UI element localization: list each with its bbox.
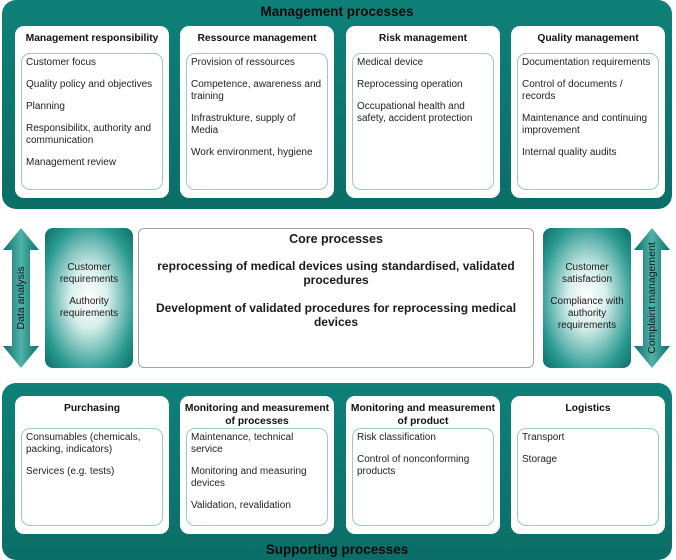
card-items	[186, 53, 328, 190]
requirements-box	[45, 228, 133, 368]
card-title: Purchasing	[63, 403, 121, 414]
card-title: Ressource management	[197, 33, 317, 44]
card-title: Monitoring and measurement of product	[350, 403, 496, 427]
list-item: Validation, revalidation	[191, 500, 291, 511]
satisfaction-box	[543, 228, 631, 368]
list-item: Infrastrukture, supply of Media	[191, 113, 296, 136]
list-item: Management review	[26, 157, 117, 168]
list-item: Competence, awareness and training	[191, 79, 322, 102]
list-item: Quality policy and objectives	[26, 79, 153, 90]
list-item: Control of documents / records	[522, 79, 623, 102]
card-items	[517, 428, 659, 526]
customer-satisfaction-text: Customer satisfaction	[561, 262, 613, 285]
compliance-text: Compliance with authority requirements	[550, 296, 624, 331]
list-item: Reprocessing operation	[357, 79, 463, 90]
list-item: Documentation requirements	[522, 57, 651, 68]
card-quality-management	[511, 26, 665, 198]
card-items	[352, 428, 494, 526]
list-item: Internal quality audits	[522, 147, 617, 158]
data-analysis-arrow	[3, 228, 39, 368]
list-item: Planning	[26, 101, 65, 112]
data-analysis-label: Data analysis	[15, 266, 27, 330]
list-item: Work environment, hygiene	[191, 147, 313, 158]
list-item: Medical device	[357, 57, 424, 68]
customer-requirements-text: Customer requirements	[59, 262, 119, 285]
list-item: Maintenance and continuing improvement	[522, 113, 648, 136]
list-item: Monitoring and measuring devices	[191, 466, 307, 489]
complaint-management-arrow	[634, 228, 670, 368]
card-items	[517, 53, 659, 190]
list-item: Consumables (chemicals, packing, indicators)	[26, 432, 141, 455]
card-title: Quality management	[537, 33, 639, 44]
card-monitoring-product	[346, 396, 500, 534]
card-logistics	[511, 396, 665, 534]
list-item: Responsibilitx, authority and communication	[26, 123, 152, 146]
card-title: Management responsibility	[25, 33, 159, 44]
authority-requirements-text: Authority requirements	[59, 296, 119, 319]
list-item: Storage	[522, 454, 558, 465]
core-processes-box	[138, 228, 534, 368]
list-item: Customer focus	[26, 57, 97, 68]
card-risk-management	[346, 26, 500, 198]
list-item: Services (e.g. tests)	[26, 466, 115, 477]
card-items	[186, 428, 328, 526]
list-item: Occupational health and safety, accident protection	[357, 101, 473, 124]
card-items	[21, 53, 163, 190]
core-process-line: reprocessing of medical devices using standardised, validated procedures	[157, 259, 515, 287]
core-process-line: Development of validated procedures for reprocessing medical devices	[155, 301, 517, 329]
complaint-management-label: Complaint management	[646, 242, 658, 354]
core-processes-title: Core processes	[289, 232, 383, 246]
card-items	[21, 428, 163, 526]
supporting-processes-title: Supporting processes	[265, 542, 409, 557]
card-management-responsibility	[15, 26, 169, 198]
card-title: Monitoring and measurement of processes	[184, 403, 330, 427]
card-monitoring-processes	[180, 396, 334, 534]
list-item: Maintenance, technical service	[191, 432, 294, 455]
list-item: Transport	[522, 432, 565, 443]
management-processes-title: Management processes	[260, 4, 414, 19]
list-item: Provision of ressources	[191, 57, 295, 68]
card-ressource-management	[180, 26, 334, 198]
card-purchasing	[15, 396, 169, 534]
card-title: Risk management	[378, 33, 468, 44]
card-title: Logistics	[565, 403, 611, 414]
list-item: Risk classification	[357, 432, 436, 443]
card-items	[352, 53, 494, 190]
list-item: Control of nonconforming products	[357, 454, 470, 477]
